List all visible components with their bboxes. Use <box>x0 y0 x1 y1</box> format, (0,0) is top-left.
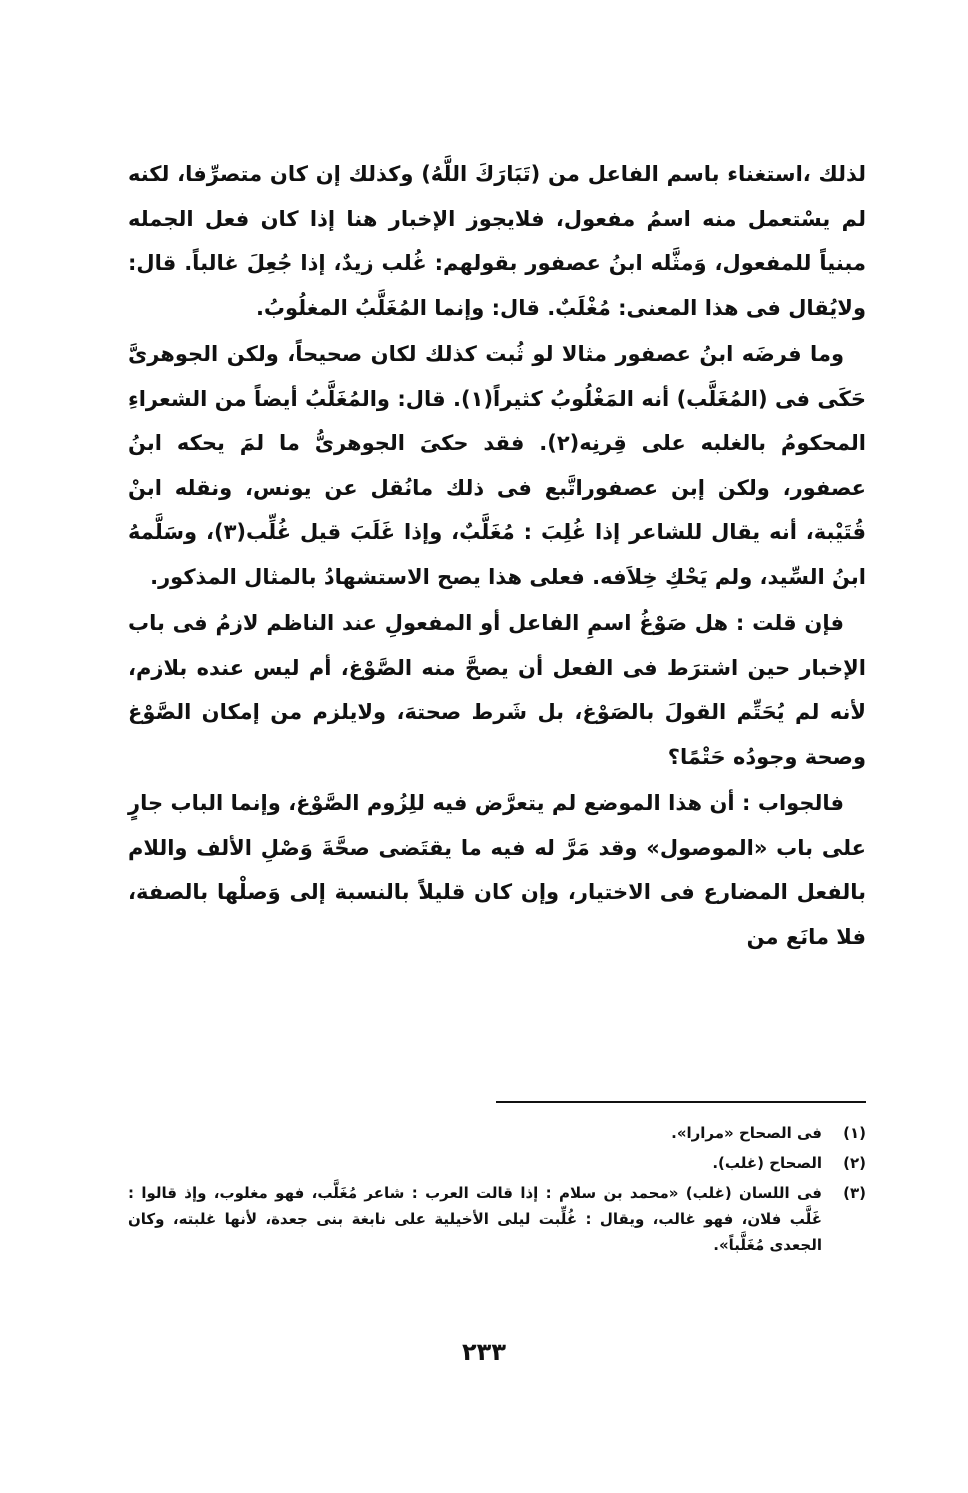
footnote-3 <box>128 1180 866 1258</box>
footnote-1 <box>128 1120 866 1146</box>
footnote-text: فى الصحاح «مرارا». <box>671 1124 822 1142</box>
paragraph-4: فالجواب : أن هذا الموضع لم يتعرَّض فيه للِزُوم الصَّوْغ، وإنما الباب جارٍ على باب «الموصول» وقد مَرَّ له فيه ما يقتَضى صحَّةَ وَصْلِ الألف واللام بالفعل المضارع فى الاختيار، وإن كان قليلاً بالنسبة إلى وَصلْها بالصفة، فلا مانَع من <box>128 791 866 949</box>
footnote-divider <box>496 1101 866 1103</box>
footnote-text: الصحاح (غلب). <box>712 1154 822 1172</box>
footnote-number: (١) <box>843 1124 866 1142</box>
footnote-number: (٣) <box>843 1184 866 1202</box>
paragraph-1: لذلك ،استغناء باسم الفاعل من (تَبَارَكَ اللَّهُ) وكذلك إن كان متصرِّفا، لكنه لم يسْتعمل منه اسمُ مفعول، فلايجوز الإخبار هنا إذا كان فعل الجمله مبنياً للمفعول، وَمثَّله ابنُ عصفور بقولهم: غُلب زيدٌ، إذا جُعِلَ غالباً. قال: ولايُقال فى هذا المعنى: مُغْلَبٌ. قال: وإنما المُغَلَّبُ المغلُوبُ. <box>128 162 866 320</box>
footnote-2 <box>128 1150 866 1176</box>
footnote-number: (٢) <box>843 1154 866 1172</box>
page-number: ٢٣٣ <box>462 1338 506 1366</box>
paragraph-3: فإن قلت : هل صَوْغُ اسمِ الفاعل أو المفعولِ عند الناظم لازمُ فى باب الإخبار حين اشترَط فى الفعل أن يصحَّ منه الصَّوْغ، أم ليس عنده بلازم، لأنه لم يُحَتِّم القولَ بالصَوْغ، بل شَرط صحتهَ، ولايلزم من إمكان الصَّوْغ وصحة وجودُه حَتْمًا؟ <box>128 611 866 769</box>
footnotes <box>128 1120 866 1262</box>
main-text <box>128 152 866 959</box>
footnote-text: فى اللسان (غلب) «محمد بن سلام : إذا قالت العرب : شاعر مُغَلَّب، فهو مغلوب، وإذ قالوا : غَلَّب فلان، فهو غالب، ويقال : غُلِّبت ليلى الأخيلية على نابغة بنى جعدة، لأنها غلبته، وكان الجعدى مُغَلَّباً». <box>128 1184 822 1254</box>
paragraph-2: وما فرضَه ابنُ عصفور مثالا لو ثُبت كذلك لكان صحيحاً، ولكن الجوهرىَّ حَكَى فى (المُغَلَّب) أنه المَغْلُوبُ كثيراً(١). قال: والمُغَلَّبُ أيضاً من الشعراءِ المحكومُ بالغلبه على قِرنِه(٢). فقد حكىَ الجوهرىُّ ما لمَ يحكه ابنُ عصفور، ولكن إبن عصفوراتَّبع فى ذلك مانُقل عن يونس، ونقله ابنْ قُتَيْبة، أنه يقال للشاعر إذا غُلِبَ : مُغَلَّبٌ، وإذا غَلَبَ قيل غُلِّب(٣)، وسَلَّمهُ ابنُ السِّيد، ولم يَحْكِ خِلاَفه. فعلى هذا يصح الاستشهادُ بالمثال المذكور. <box>128 342 866 589</box>
